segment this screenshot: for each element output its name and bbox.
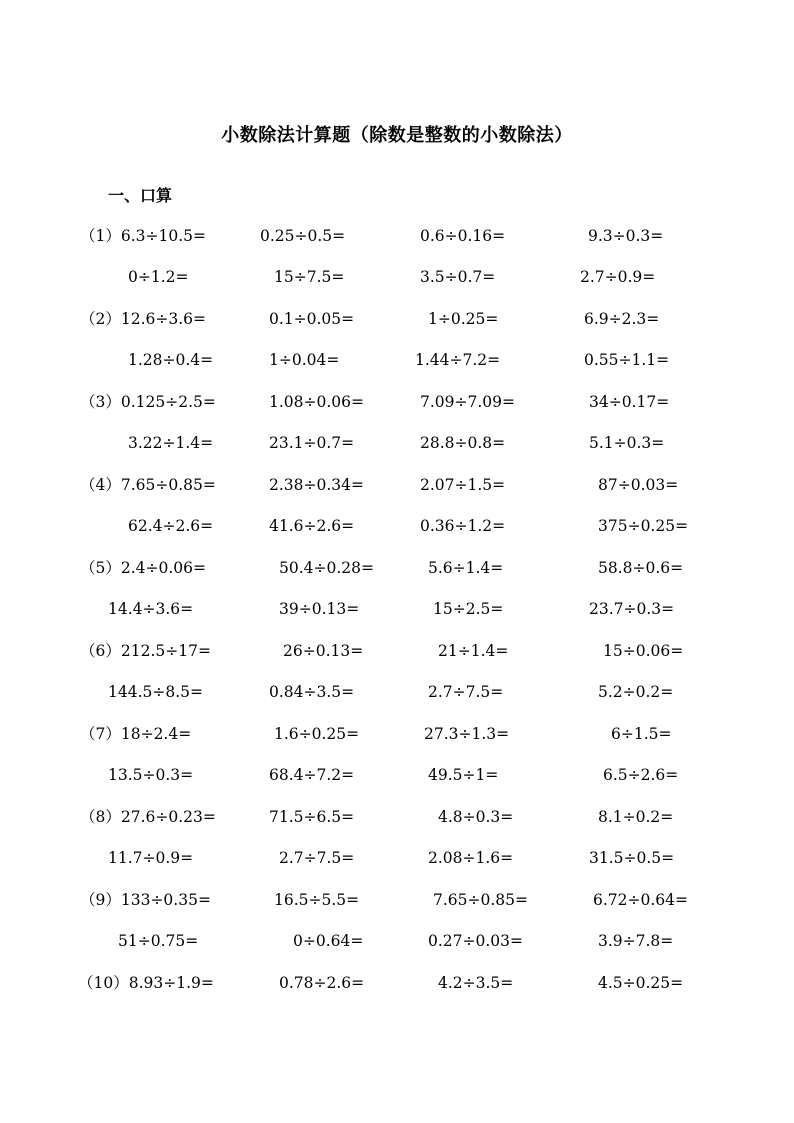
problem-item: 1÷0.04= [269,351,340,369]
problem-item: （3）0.125÷2.5= [80,393,216,411]
problem-item: 49.5÷1= [428,766,499,784]
problem-item: 3.9÷7.8= [598,932,674,950]
problem-item: 9.3÷0.3= [588,227,664,245]
problem-item: 15÷7.5= [274,268,345,286]
section-heading: 一、口算 [108,186,173,205]
problem-item: 0÷1.2= [128,268,189,286]
problem-item: 5.2÷0.2= [598,683,674,701]
problem-item: 28.8÷0.8= [420,434,506,452]
page-title: 小数除法计算题（除数是整数的小数除法） [221,125,573,146]
problem-item: 4.8÷0.3= [438,808,514,826]
problem-item: 1.08÷0.06= [269,393,364,411]
problem-item: 6.72÷0.64= [593,891,688,909]
problem-item: 15÷2.5= [433,600,504,618]
problem-item: 31.5÷0.5= [589,849,675,867]
problem-item: 144.5÷8.5= [108,683,203,701]
problem-item: （1）6.3÷10.5= [80,227,206,245]
problem-item: 5.1÷0.3= [589,434,665,452]
problem-item: 0.1÷0.05= [269,310,355,328]
problem-item: （8）27.6÷0.23= [80,808,216,826]
problem-item: 6.5÷2.6= [603,766,679,784]
problem-item: 7.65÷0.85= [433,891,528,909]
problem-item: 23.1÷0.7= [269,434,355,452]
problem-item: 7.09÷7.09= [420,393,515,411]
problem-item: 11.7÷0.9= [108,849,194,867]
problem-item: 21÷1.4= [438,642,509,660]
problem-item: 0.6÷0.16= [420,227,506,245]
problem-item: 0.36÷1.2= [420,517,506,535]
problem-item: （6）212.5÷17= [80,642,211,660]
problem-item: 71.5÷6.5= [269,808,355,826]
problem-item: 8.1÷0.2= [598,808,674,826]
problem-item: 1.44÷7.2= [415,351,501,369]
problem-item: 13.5÷0.3= [108,766,194,784]
problem-item: 68.4÷7.2= [269,766,355,784]
problem-item: 5.6÷1.4= [428,559,504,577]
problem-item: 50.4÷0.28= [279,559,374,577]
problem-item: 16.5÷5.5= [274,891,360,909]
problem-item: 6.9÷2.3= [584,310,660,328]
problem-item: 39÷0.13= [279,600,360,618]
problem-item: （4）7.65÷0.85= [80,476,216,494]
problem-item: 0.25÷0.5= [260,227,346,245]
problem-item: 375÷0.25= [598,517,689,535]
problem-item: 2.08÷1.6= [428,849,514,867]
problem-item: 1.28÷0.4= [128,351,214,369]
problem-item: 0÷0.64= [293,932,364,950]
problem-item: 1÷0.25= [428,310,499,328]
problem-item: （10）8.93÷1.9= [78,974,214,992]
problem-item: （9）133÷0.35= [80,891,211,909]
problem-item: 27.3÷1.3= [424,725,510,743]
problem-item: 0.27÷0.03= [428,932,523,950]
problem-item: 34÷0.17= [589,393,670,411]
problem-item: 3.5÷0.7= [420,268,496,286]
problem-item: 58.8÷0.6= [598,559,684,577]
problem-item: 2.7÷7.5= [428,683,504,701]
problem-item: 2.38÷0.34= [269,476,364,494]
problem-item: 0.78÷2.6= [279,974,365,992]
problem-item: 2.7÷7.5= [279,849,355,867]
problem-item: 0.84÷3.5= [269,683,355,701]
problem-item: 1.6÷0.25= [274,725,360,743]
problem-item: 23.7÷0.3= [589,600,675,618]
problem-item: 4.2÷3.5= [438,974,514,992]
problem-item: （5）2.4÷0.06= [80,559,206,577]
problem-item: 41.6÷2.6= [269,517,355,535]
problem-item: 14.4÷3.6= [108,600,194,618]
problem-item: 4.5÷0.25= [598,974,684,992]
problem-item: 87÷0.03= [598,476,679,494]
problem-item: （2）12.6÷3.6= [80,310,206,328]
problem-item: 62.4÷2.6= [128,517,214,535]
problem-item: 0.55÷1.1= [584,351,670,369]
problem-item: 6÷1.5= [611,725,672,743]
problem-item: （7）18÷2.4= [80,725,192,743]
problem-item: 3.22÷1.4= [128,434,214,452]
problem-item: 2.07÷1.5= [420,476,506,494]
problem-item: 26÷0.13= [283,642,364,660]
problem-item: 2.7÷0.9= [580,268,656,286]
problem-item: 51÷0.75= [118,932,199,950]
problem-item: 15÷0.06= [603,642,684,660]
